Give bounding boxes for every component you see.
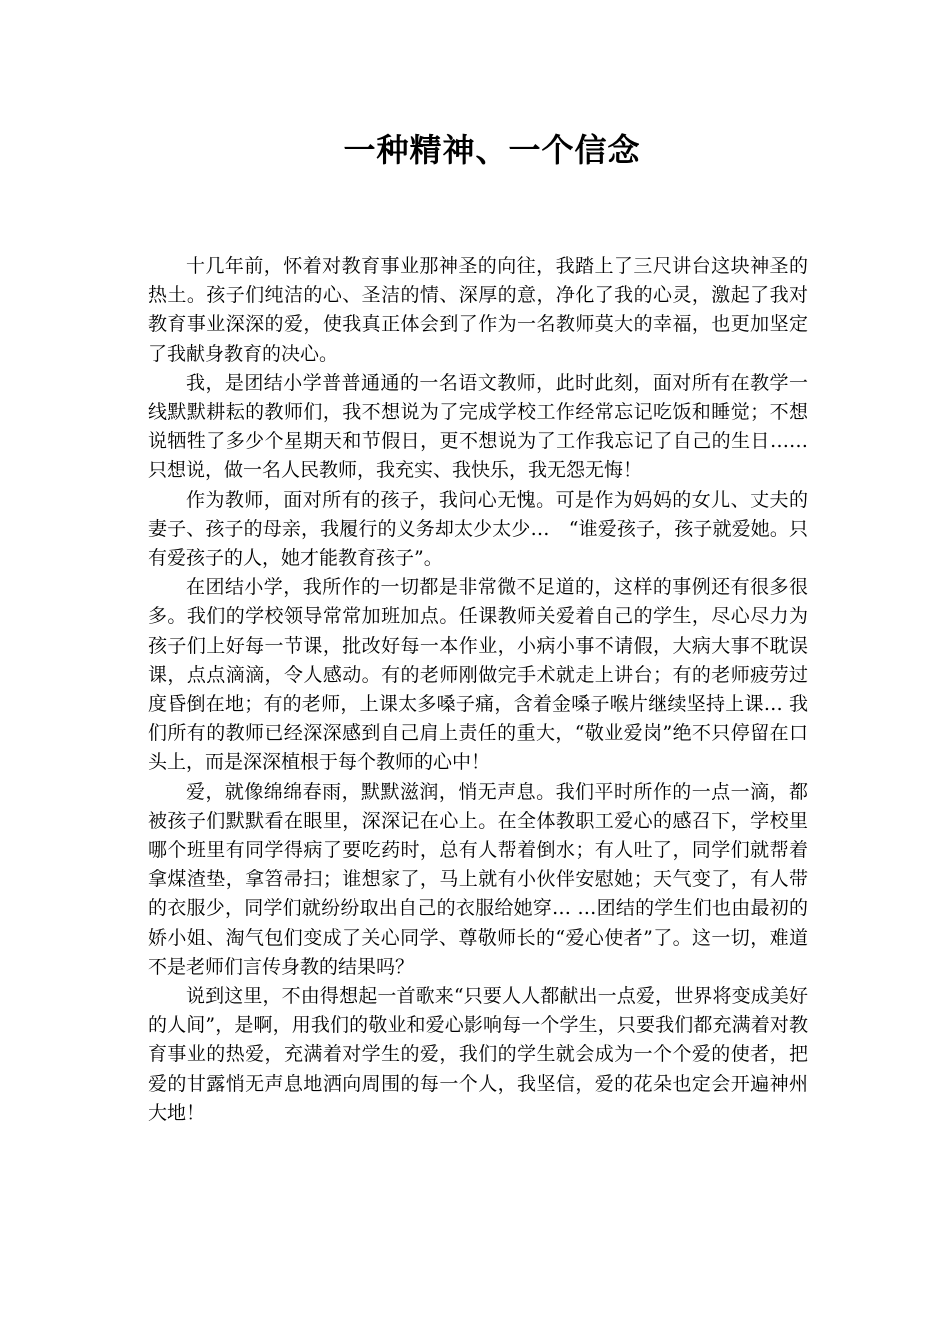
paragraph-4: 在团结小学，我所作的一切都是非常微不足道的，这样的事例还有很多很多。我们的学校领导常常加班加点。任课教师关爱着自己的学生，尽心尽力为孩子们上好每一节课，批改好每一本作业，小病小事不请假，大病大事不耽误课，点点滴滴，令人感动。有的老师刚做完手术就走上讲台；有的老师疲劳过度昏倒在地；有的老师，上课太多嗓子痛，含着金嗓子喉片继续坚持上课… 我们所有的教师已经深深感到自己肩上责任的重大，“敬业爱岗”绝不只停留在口头上，而是深深植根于每个教师的心中！ bbox=[148, 576, 808, 774]
document-body bbox=[148, 252, 808, 1128]
document-title: 一种精神、一个信念 bbox=[343, 131, 641, 169]
paragraph-5: 爱，就像绵绵春雨，默默滋润，悄无声息。我们平时所作的一点一滴，都被孩子们默默看在眼里，深深记在心上。在全体教职工爱心的感召下，学校里哪个班里有同学得病了要吃药时，总有人帮着倒水；有人吐了，同学们就帮着拿煤渣垫，拿笤帚扫；谁想家了，马上就有小伙伴安慰她；天气变了，有人带的衣服少，同学们就纷纷取出自己的衣服给她穿… …团结的学生们也由最初的娇小姐、淘气包们变成了关心同学、尊敬师长的“爱心使者”了。这一切，难道不是老师们言传身教的结果吗？ bbox=[148, 780, 808, 978]
paragraph-2: 我，是团结小学普普通通的一名语文教师，此时此刻，面对所有在教学一线默默耕耘的教师们，我不想说为了完成学校工作经常忘记吃饭和睡觉；不想说牺牲了多少个星期天和节假日，更不想说为了工作我忘记了自己的生日……只想说，做一名人民教师，我充实、我快乐，我无怨无悔！ bbox=[148, 371, 808, 482]
paragraph-6: 说到这里，不由得想起一首歌来“只要人人都献出一点爱，世界将变成美好的人间”，是啊，用我们的敬业和爱心影响每一个学生，只要我们都充满着对教育事业的热爱，充满着对学生的爱，我们的学生就会成为一个个爱的使者，把爱的甘露悄无声息地洒向周围的每一个人，我坚信，爱的花朵也定会开遍神州大地！ bbox=[148, 985, 808, 1124]
paragraph-3: 作为教师，面对所有的孩子，我问心无愧。可是作为妈妈的女儿、丈夫的妻子、孩子的母亲，我履行的义务却太少太少… “谁爱孩子，孩子就爱她。只有爱孩子的人，她才能教育孩子”。 bbox=[148, 488, 808, 570]
paragraph-1: 十几年前，怀着对教育事业那神圣的向往，我踏上了三尺讲台这块神圣的热土。孩子们纯洁的心、圣洁的情、深厚的意，净化了我的心灵，激起了我对教育事业深深的爱，使我真正体会到了作为一名教师莫大的幸福，也更加坚定了我献身教育的决心。 bbox=[148, 255, 808, 365]
